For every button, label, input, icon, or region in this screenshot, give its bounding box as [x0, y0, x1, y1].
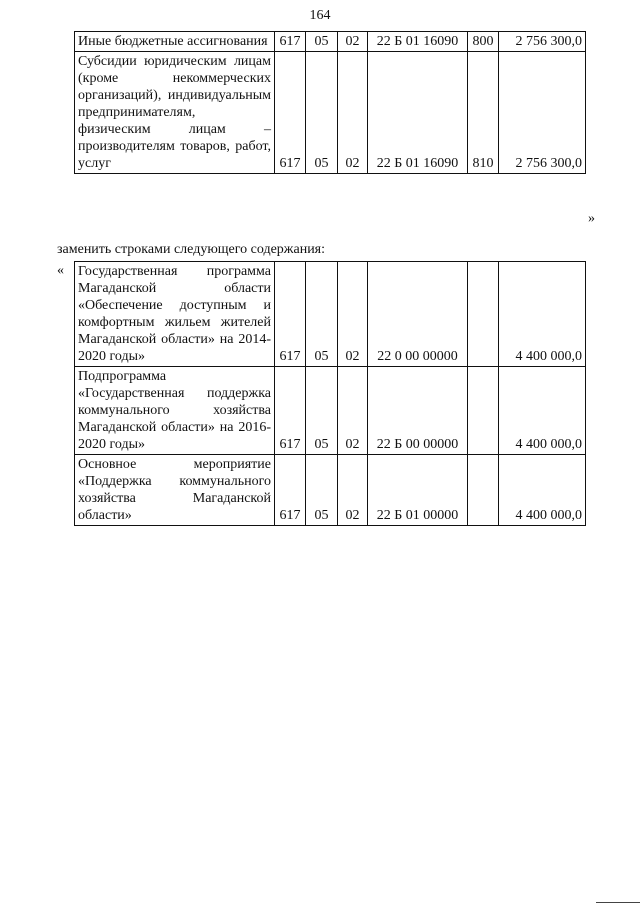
budget-table-original	[74, 31, 586, 174]
page-number: 164	[309, 8, 331, 23]
section-code: 05	[306, 455, 338, 526]
opening-quote-mark: «	[57, 263, 64, 278]
table-row	[75, 262, 586, 367]
expense-type-code	[468, 367, 499, 455]
section-code: 05	[306, 32, 338, 52]
amount: 2 756 300,0	[499, 32, 586, 52]
ministry-code: 617	[275, 367, 306, 455]
table-row	[75, 455, 586, 526]
budget-table-replacement	[74, 261, 586, 526]
expense-type-code	[468, 455, 499, 526]
section-code: 05	[306, 52, 338, 174]
subsection-code: 02	[338, 262, 368, 367]
amount: 4 400 000,0	[499, 367, 586, 455]
target-article-code: 22 0 00 00000	[368, 262, 468, 367]
section-code: 05	[306, 262, 338, 367]
ministry-code: 617	[275, 52, 306, 174]
ministry-code: 617	[275, 455, 306, 526]
amount: 4 400 000,0	[499, 262, 586, 367]
subsection-code: 02	[338, 52, 368, 174]
table-row	[75, 367, 586, 455]
row-name: Подпрограмма «Государственная поддержка коммунального хозяйства Магаданской области» на 2016-2020 годы»	[75, 367, 275, 455]
target-article-code: 22 Б 01 00000	[368, 455, 468, 526]
row-name: Субсидии юридическим лицам (кроме некоммерческих организаций), индивидуальным предпринимателям, физическим лицам – производителям товаров, работ, услуг	[75, 52, 275, 174]
subsection-code: 02	[338, 367, 368, 455]
subsection-code: 02	[338, 455, 368, 526]
replacement-instruction: заменить строками следующего содержания:	[57, 242, 326, 257]
expense-type-code: 800	[468, 32, 499, 52]
row-name: Основное мероприятие «Поддержка коммунального хозяйства Магаданской области»	[75, 455, 275, 526]
table-row	[75, 52, 586, 174]
table-row	[75, 32, 586, 52]
row-name: Иные бюджетные ассигнования	[75, 32, 275, 52]
ministry-code: 617	[275, 32, 306, 52]
target-article-code: 22 Б 01 16090	[368, 32, 468, 52]
target-article-code: 22 Б 00 00000	[368, 367, 468, 455]
ministry-code: 617	[275, 262, 306, 367]
row-name: Государственная программа Магаданской области «Обеспечение доступным и комфортным жильем жителей Магаданской области» на 2014-2020 годы»	[75, 262, 275, 367]
closing-quote-mark: »	[588, 211, 595, 226]
amount: 2 756 300,0	[499, 52, 586, 174]
expense-type-code	[468, 262, 499, 367]
target-article-code: 22 Б 01 16090	[368, 52, 468, 174]
corner-mark	[596, 902, 640, 903]
expense-type-code: 810	[468, 52, 499, 174]
section-code: 05	[306, 367, 338, 455]
subsection-code: 02	[338, 32, 368, 52]
amount: 4 400 000,0	[499, 455, 586, 526]
